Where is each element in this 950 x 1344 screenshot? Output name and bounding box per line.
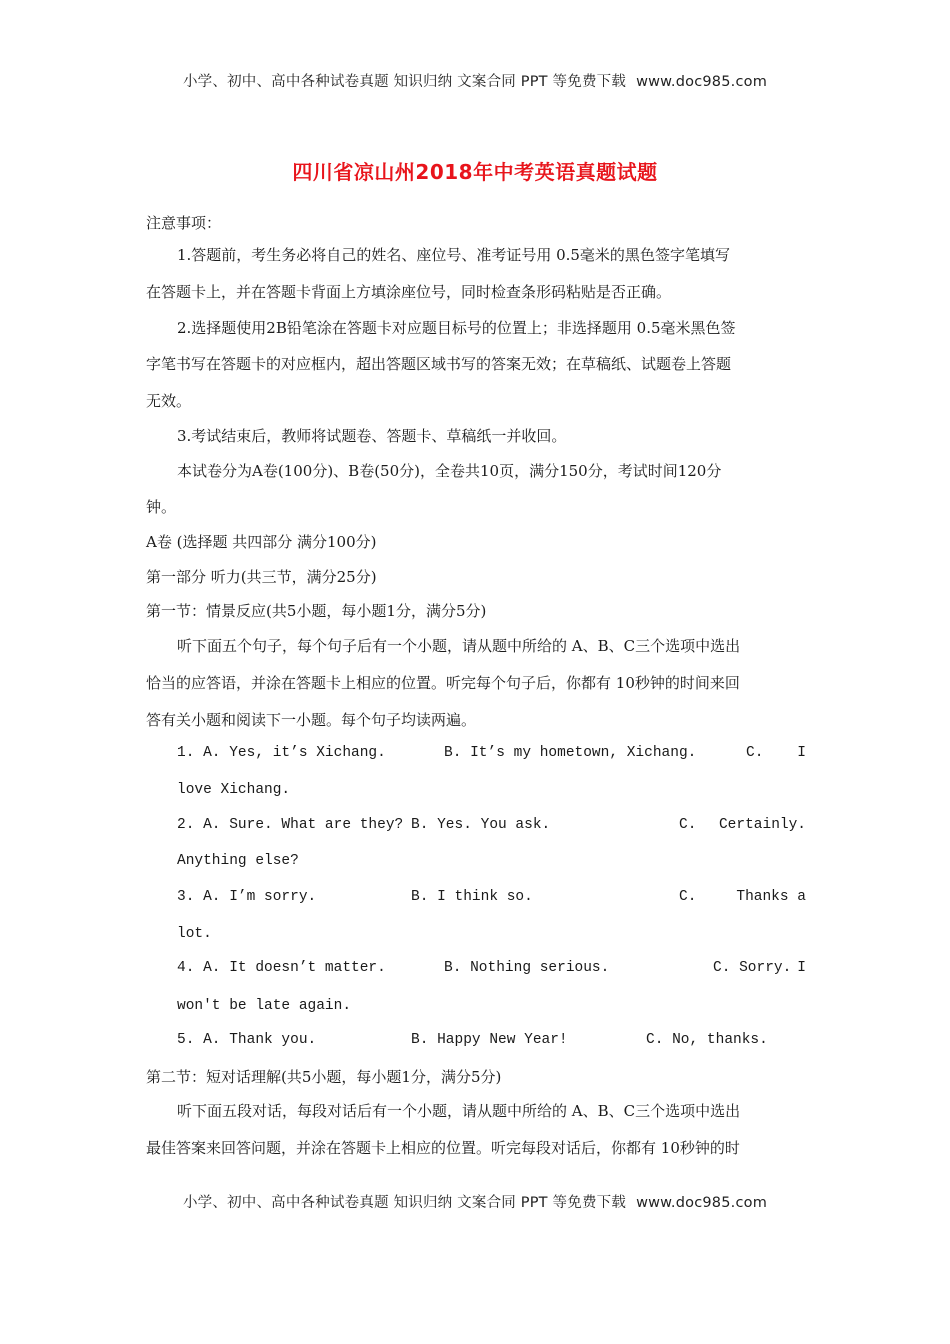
question-1-option-b: B. It’s my hometown, Xichang. bbox=[444, 745, 697, 761]
exam-info-line-2: 钟。 bbox=[146, 498, 177, 516]
page-header bbox=[0, 70, 950, 91]
note-1-line-1: 1.答题前，考生务必将自己的姓名、座位号、准考证号用 0.5毫米的黑色签字笔填写 bbox=[177, 246, 730, 264]
question-1-wrap: love Xichang. bbox=[177, 782, 291, 798]
part-1-heading: 第一部分 听力(共三节，满分25分) bbox=[146, 568, 377, 586]
note-3-line-1: 3.考试结束后，教师将试题卷、答题卡、草稿纸一并收回。 bbox=[177, 427, 567, 445]
exam-info-line-1: 本试卷分为A卷(100分)、B卷(50分)，全卷共10页，满分150分，考试时间120分 bbox=[177, 462, 722, 480]
note-1-line-2: 在答题卡上，并在答题卡背面上方填涂座位号，同时检查条形码粘贴是否正确。 bbox=[146, 283, 672, 301]
question-4-option-c: C. Sorry. bbox=[713, 960, 792, 976]
question-1 bbox=[0, 745, 950, 765]
question-3-option-b: B. I think so. bbox=[411, 889, 533, 905]
question-2-option-c: C. bbox=[679, 817, 697, 833]
question-4-option-a: 4. A. It doesn’t matter. bbox=[177, 960, 386, 976]
page-title: 四川省凉山州2018年中考英语真题试题 bbox=[292, 160, 658, 184]
question-1-option-a: 1. A. Yes, it’s Xichang. bbox=[177, 745, 386, 761]
question-2 bbox=[0, 817, 950, 837]
paper-a-heading: A卷 (选择题 共四部分 满分100分) bbox=[146, 533, 377, 551]
footer-url[interactable]: www.doc985.com bbox=[636, 1195, 768, 1211]
footer-text: 小学、初中、高中各种试卷真题 知识归纳 文案合同 PPT 等免费下载 bbox=[182, 1195, 627, 1211]
question-3-wrap: lot. bbox=[177, 926, 212, 942]
question-2-option-c-text: Certainly. bbox=[718, 817, 806, 833]
question-3-option-c: C. bbox=[679, 889, 697, 905]
question-4-option-b: B. Nothing serious. bbox=[444, 960, 610, 976]
question-5-option-b: B. Happy New Year! bbox=[411, 1032, 568, 1048]
header-text: 小学、初中、高中各种试卷真题 知识归纳 文案合同 PPT 等免费下载 bbox=[182, 74, 627, 90]
question-3-option-a: 3. A. I’m sorry. bbox=[177, 889, 317, 905]
question-2-option-b: B. Yes. You ask. bbox=[411, 817, 551, 833]
question-2-wrap: Anything else? bbox=[177, 853, 299, 869]
question-4-option-c-text: I bbox=[797, 960, 806, 976]
notes-heading: 注意事项： bbox=[146, 214, 222, 232]
question-4 bbox=[0, 960, 950, 980]
note-2-line-1: 2.选择题使用2B铅笔涂在答题卡对应题目标号的位置上；非选择题用 0.5毫米黑色签 bbox=[177, 319, 736, 337]
question-1-option-c: C. bbox=[746, 745, 764, 761]
page-footer bbox=[0, 1191, 950, 1212]
question-5 bbox=[0, 1032, 950, 1052]
note-2-line-2: 字笔书写在答题卡的对应框内，超出答题区域书写的答案无效；在草稿纸、试题卷上答题 bbox=[146, 355, 732, 373]
section-2-heading: 第二节：短对话理解(共5小题，每小题1分，满分5分) bbox=[146, 1068, 502, 1086]
section-1-heading: 第一节：情景反应(共5小题，每小题1分，满分5分) bbox=[146, 602, 487, 620]
question-1-option-c-text: I bbox=[797, 745, 806, 761]
header-url[interactable]: www.doc985.com bbox=[636, 74, 768, 90]
question-2-option-a: 2. A. Sure. What are they? bbox=[177, 817, 404, 833]
note-2-line-3: 无效。 bbox=[146, 392, 192, 410]
question-5-option-a: 5. A. Thank you. bbox=[177, 1032, 317, 1048]
section-1-instruction-line-3: 答有关小题和阅读下一小题。每个句子均读两遍。 bbox=[146, 711, 477, 729]
section-1-instruction-line-2: 恰当的应答语，并涂在答题卡上相应的位置。听完每个句子后，你都有 10秒钟的时间来回 bbox=[146, 674, 740, 692]
question-4-wrap: won't be late again. bbox=[177, 998, 352, 1014]
question-3-option-c-text: Thanks a bbox=[736, 889, 806, 905]
section-1-instruction-line-1: 听下面五个句子，每个句子后有一个小题，请从题中所给的 A、B、C三个选项中选出 bbox=[177, 637, 741, 655]
section-2-instruction-line-1: 听下面五段对话，每段对话后有一个小题，请从题中所给的 A、B、C三个选项中选出 bbox=[177, 1102, 741, 1120]
question-5-option-c: C. No, thanks. bbox=[646, 1032, 768, 1048]
question-3 bbox=[0, 889, 950, 909]
section-2-instruction-line-2: 最佳答案来回答问题，并涂在答题卡上相应的位置。听完每段对话后，你都有 10秒钟的时 bbox=[146, 1139, 740, 1157]
